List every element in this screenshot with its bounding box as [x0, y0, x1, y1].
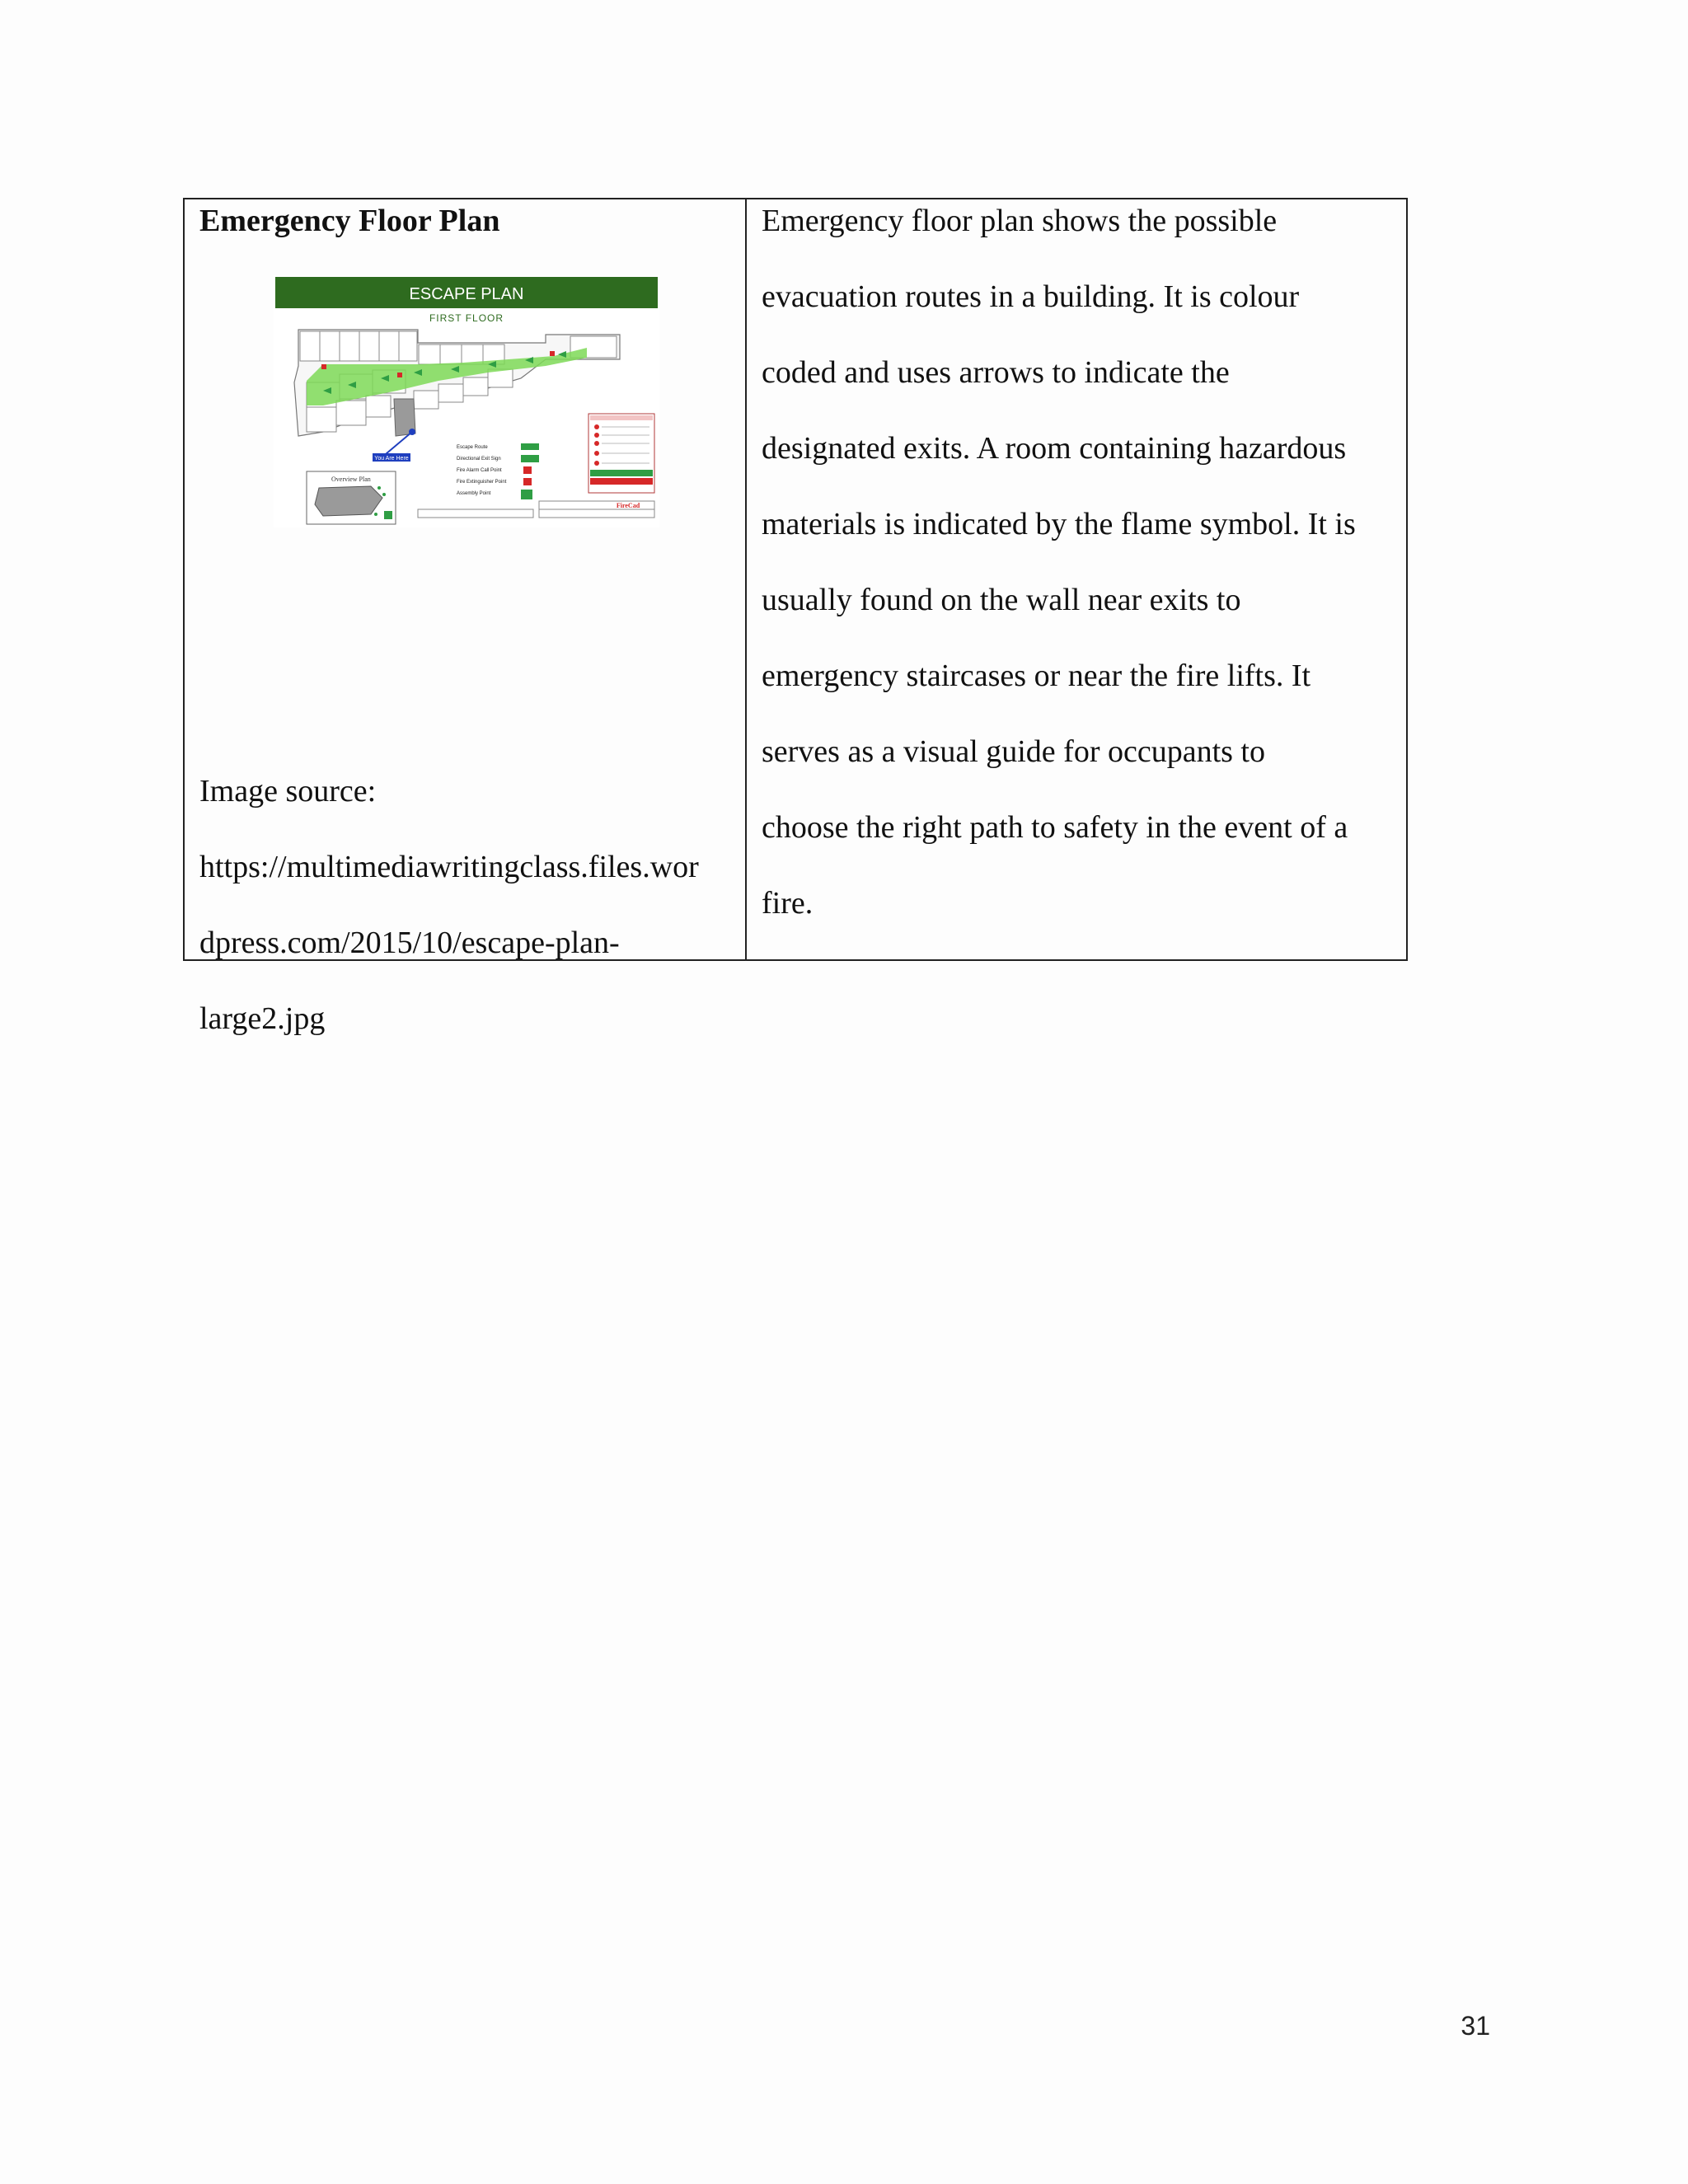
description-line: usually found on the wall near exits to	[762, 583, 1241, 617]
table-cell-left	[185, 199, 747, 1036]
escape-plan-subtitle: FIRST FLOOR	[429, 312, 504, 324]
description-line: choose the right path to safety in the event of a	[762, 810, 1348, 845]
source-url-line: dpress.com/2015/10/escape-plan-	[199, 926, 620, 960]
description-paragraph	[762, 183, 1391, 941]
svg-text:Fire Extinguisher Point: Fire Extinguisher Point	[457, 480, 507, 485]
escape-plan-banner: ESCAPE PLAN	[409, 285, 524, 303]
description-line: designated exits. A room containing hazardous	[762, 431, 1347, 466]
description-line: coded and uses arrows to indicate the	[762, 355, 1230, 390]
you-are-here-label: You Are Here	[374, 456, 409, 462]
description-line: evacuation routes in a building. It is colour	[762, 279, 1300, 314]
page-number: 31	[1461, 2011, 1490, 2041]
content-table	[183, 198, 1408, 1036]
description-line: serves as a visual guide for occupants to	[762, 734, 1265, 769]
description-line: emergency staircases or near the fire lifts. It	[762, 658, 1311, 693]
cell-heading: Emergency Floor Plan	[199, 204, 500, 238]
svg-text:Directional Exit Sign: Directional Exit Sign	[457, 457, 501, 462]
table-cell-right	[747, 199, 1406, 959]
description-line: fire.	[762, 886, 814, 921]
source-line: Image source:	[199, 774, 377, 808]
source-url-line: large2.jpg	[199, 1001, 326, 1036]
description-line: Emergency floor plan shows the possible	[762, 204, 1278, 238]
escape-plan-image	[274, 275, 659, 527]
description-line: materials is indicated by the flame symbol. It is	[762, 507, 1356, 541]
svg-text:Fire Alarm Call Point: Fire Alarm Call Point	[457, 468, 502, 473]
svg-text:Escape Route: Escape Route	[457, 445, 488, 450]
image-source-text	[199, 753, 735, 1057]
overview-plan-label: Overview Plan	[331, 476, 371, 483]
source-url-line: https://multimediawritingclass.files.wor	[199, 850, 699, 884]
svg-text:Assembly Point: Assembly Point	[457, 491, 491, 496]
brand-logo: FireCad	[616, 502, 640, 509]
